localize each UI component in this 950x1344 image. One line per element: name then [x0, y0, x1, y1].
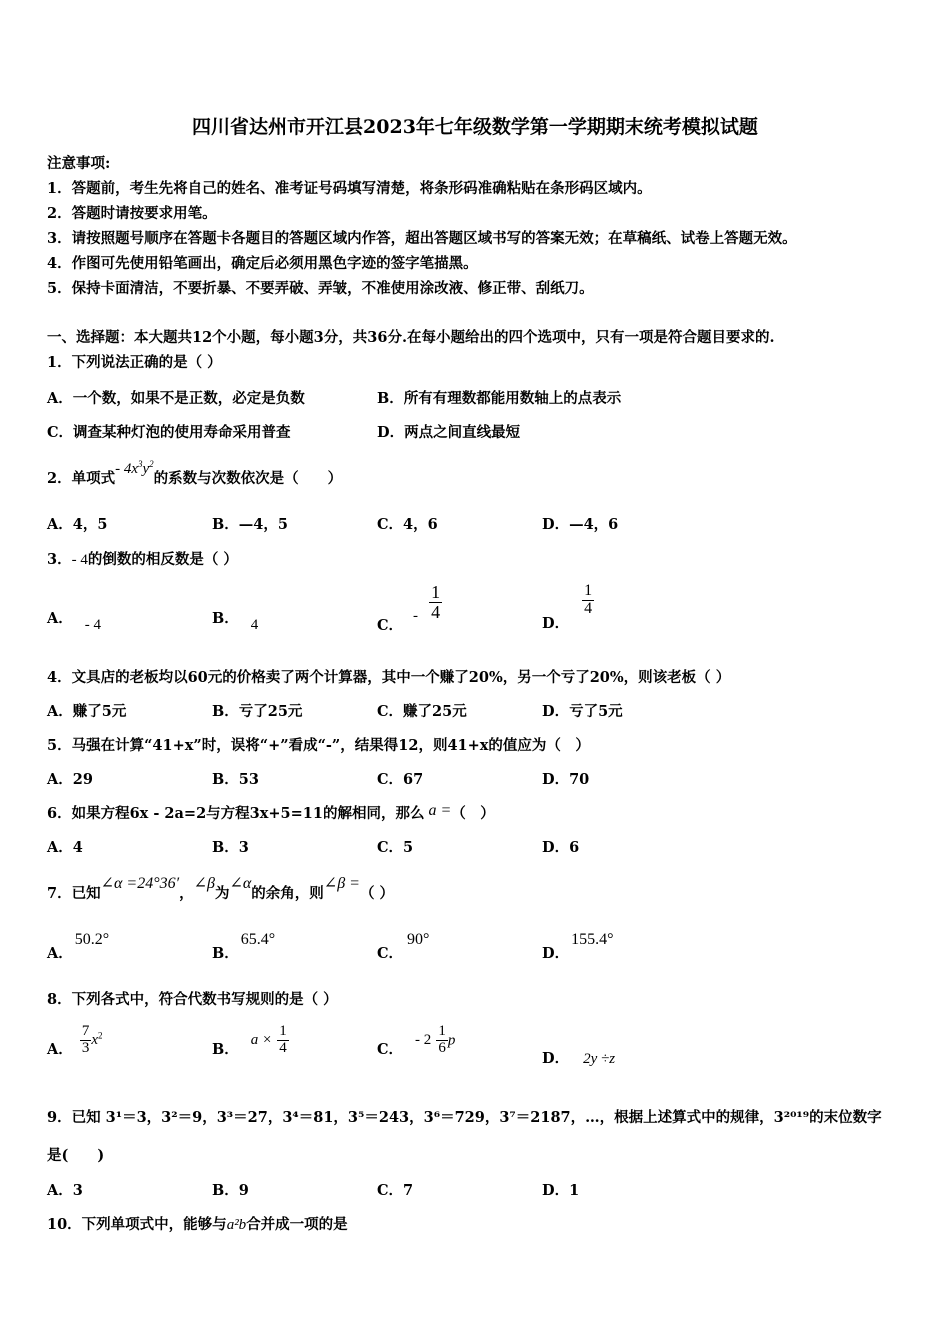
- question-4-option-a: A．赚了5元: [47, 703, 127, 720]
- option-sign: -: [413, 608, 419, 625]
- question-6-tail: （ ）: [451, 805, 495, 822]
- fraction-denominator: 4: [584, 599, 593, 617]
- notice-heading: 注意事项:: [47, 155, 111, 172]
- question-7-option-c: [377, 931, 430, 963]
- option-label: C．: [377, 617, 404, 635]
- option-variable: p: [447, 1032, 456, 1049]
- monomial-variable: y: [142, 461, 150, 477]
- question-10-prefix: 10．下列单项式中，能够与: [47, 1216, 227, 1233]
- option-label: A．: [47, 1041, 73, 1059]
- option-label: D．: [542, 1050, 570, 1067]
- fraction-numerator: 7: [81, 1023, 90, 1039]
- option-value: 155.4°: [571, 931, 614, 948]
- monomial-coefficient: - 4x: [115, 461, 138, 477]
- question-6-option-c: C．5: [377, 839, 414, 856]
- question-8-option-c: [377, 1024, 455, 1057]
- question-1-option-a: A．一个数，如果不是正数，必定是负数: [47, 390, 305, 407]
- question-9-option-b: B．9: [212, 1182, 249, 1199]
- option-value: - 4: [84, 617, 102, 633]
- question-5-stem: 5．马强在计算“41+x”时，误将“+”看成“-”，结果得12，则41+x的值应为（ ）: [47, 737, 590, 754]
- question-1-option-b: B．所有有理数都能用数轴上的点表示: [377, 390, 622, 407]
- question-7-text: 的余角，则: [251, 885, 324, 902]
- question-6-option-b: B．3: [212, 839, 249, 856]
- question-1-option-c: C．调查某种灯泡的使用寿命采用普查: [47, 424, 291, 441]
- notice-item: 4．作图可先使用铅笔画出，确定后必须用黑色字迹的签字笔描黑。: [47, 255, 478, 272]
- fraction: [582, 583, 594, 618]
- question-4-option-d: D．亏了5元: [542, 703, 623, 720]
- question-7-math: ∠α: [229, 875, 252, 892]
- question-6-stem: [47, 802, 495, 823]
- question-5-option-a: A．29: [47, 771, 93, 788]
- question-6-text: 6．如果方程6x - 2a=2与方程3x+5=11的解相同，那么: [47, 805, 425, 822]
- question-7-option-a: [47, 931, 110, 963]
- option-label: D．: [542, 615, 570, 633]
- question-2-option-b: B．—4，5: [212, 516, 288, 533]
- option-label: C．: [377, 945, 404, 962]
- question-2-option-c: C．4，6: [377, 516, 438, 533]
- question-4-option-b: B．亏了25元: [212, 703, 303, 720]
- option-variable: x: [91, 1032, 98, 1049]
- question-7-option-d: [542, 931, 614, 963]
- fraction-denominator: 4: [431, 601, 441, 622]
- option-value: 4: [250, 617, 259, 633]
- option-label: D．: [542, 945, 570, 962]
- question-6-math: a =: [428, 802, 452, 819]
- question-6-option-a: A．4: [47, 839, 83, 856]
- question-3-math: - 4: [71, 552, 88, 568]
- question-2-suffix: 的系数与次数依次是（ ）: [153, 470, 343, 487]
- question-9-stem-line1: 9．已知 3¹＝3，3²＝9，3³＝27，3⁴＝81，3⁵＝243，3⁶＝729，3⁷＝2187，…，根据上述算式中的规律，3²⁰¹⁹的末位数字: [47, 1109, 882, 1126]
- question-2-option-d: D．—4，6: [542, 516, 619, 533]
- question-3-option-d: [542, 582, 594, 633]
- question-5-option-d: D．70: [542, 771, 590, 788]
- question-3-text: 的倒数的相反数是（ ）: [87, 551, 238, 568]
- option-label: C．: [377, 1041, 404, 1059]
- option-label: B．: [212, 1041, 239, 1059]
- fraction-denominator: 6: [438, 1039, 446, 1056]
- question-4-option-c: C．赚了25元: [377, 703, 467, 720]
- question-3-option-a: [47, 607, 102, 633]
- question-4-stem: 4．文具店的老板均以60元的价格卖了两个计算器，其中一个赚了20%，另一个亏了20%，则该老板（ ）: [47, 669, 731, 686]
- option-value: 65.4°: [240, 931, 276, 948]
- fraction: [429, 583, 442, 622]
- option-value: 50.2°: [74, 931, 110, 948]
- section-heading: 一、选择题：本大题共12个小题，每小题3分，共36分.在每小题给出的四个选项中，只有一项是符合题目要求的.: [47, 329, 775, 346]
- question-10-stem: [47, 1213, 348, 1234]
- question-10-math: a²b: [226, 1217, 247, 1233]
- notice-item: 5．保持卡面清洁，不要折暴、不要弄破、弄皱，不准使用涂改液、修正带、刮纸刀。: [47, 280, 594, 297]
- question-9-option-c: C．7: [377, 1182, 414, 1199]
- monomial-exponent: 2: [149, 459, 154, 469]
- question-7-math: ∠β =: [323, 875, 360, 892]
- question-2-option-a: A．4，5: [47, 516, 108, 533]
- option-value: 2y ÷z: [583, 1051, 616, 1067]
- question-7-math: ∠β: [193, 875, 215, 892]
- option-label: B．: [212, 945, 239, 962]
- notice-item: 3．请按照题号顺序在答题卡各题目的答题区域内作答，超出答题区域书写的答案无效；在草稿纸、试卷上答题无效。: [47, 230, 797, 247]
- question-3-option-b: [212, 607, 259, 633]
- fraction-numerator: 1: [431, 582, 441, 602]
- question-1-stem: 1．下列说法正确的是（ ）: [47, 354, 222, 371]
- question-2-prefix: 2．单项式: [47, 470, 116, 487]
- question-7-comma: ，: [179, 885, 194, 902]
- option-exponent: 2: [98, 1030, 103, 1041]
- question-7-tail: （ ）: [359, 885, 395, 902]
- question-5-option-b: B．53: [212, 771, 259, 788]
- question-9-stem-line2: 是( ): [47, 1147, 105, 1164]
- fraction-numerator: 1: [279, 1023, 287, 1039]
- question-7-option-b: [212, 931, 276, 963]
- question-3-option-c: [377, 582, 442, 635]
- fraction: [436, 1024, 448, 1057]
- notice-item: 1．答题前，考生先将自己的姓名、准考证号码填写清楚，将条形码准确粘贴在条形码区域内。: [47, 180, 652, 197]
- question-8-option-a: [47, 1024, 103, 1057]
- option-expression: a ×: [250, 1032, 273, 1049]
- monomial-exponent: 3: [138, 459, 143, 469]
- page-title: 四川省达州市开江县2023年七年级数学第一学期期末统考模拟试题: [192, 116, 758, 138]
- question-9-option-a: A．3: [47, 1182, 83, 1199]
- question-1-option-d: D．两点之间直线最短: [377, 424, 521, 441]
- fraction-numerator: 1: [584, 582, 593, 599]
- question-number: 3．: [47, 551, 72, 568]
- fraction-denominator: 4: [279, 1039, 287, 1056]
- question-6-option-d: D．6: [542, 839, 580, 856]
- option-value: 90°: [407, 931, 430, 948]
- question-8-option-d: [542, 1047, 615, 1068]
- fraction: [277, 1024, 289, 1057]
- option-label: A．: [47, 945, 73, 962]
- notice-item: 2．答题时请按要求用笔。: [47, 205, 217, 222]
- question-3-stem: [47, 548, 238, 569]
- question-8-stem: 8．下列各式中，符合代数书写规则的是（ ）: [47, 991, 338, 1008]
- fraction-denominator: 3: [81, 1039, 90, 1056]
- question-9-option-d: D．1: [542, 1182, 580, 1199]
- option-expression: - 2: [415, 1032, 432, 1049]
- question-7-text: 为: [214, 885, 230, 902]
- fraction-numerator: 1: [438, 1023, 446, 1039]
- question-7-stem: [47, 875, 395, 903]
- question-5-option-c: C．67: [377, 771, 424, 788]
- question-7-math: ∠α =24°36′: [100, 875, 180, 892]
- fraction: [80, 1024, 92, 1057]
- question-2-stem: [47, 459, 343, 488]
- question-10-suffix: 合并成一项的是: [246, 1216, 348, 1233]
- option-label: B．: [212, 610, 239, 627]
- option-label: A．: [47, 610, 73, 627]
- question-8-option-b: [212, 1024, 289, 1057]
- question-7-prefix: 7．已知: [47, 885, 101, 902]
- question-2-monomial: [115, 461, 154, 477]
